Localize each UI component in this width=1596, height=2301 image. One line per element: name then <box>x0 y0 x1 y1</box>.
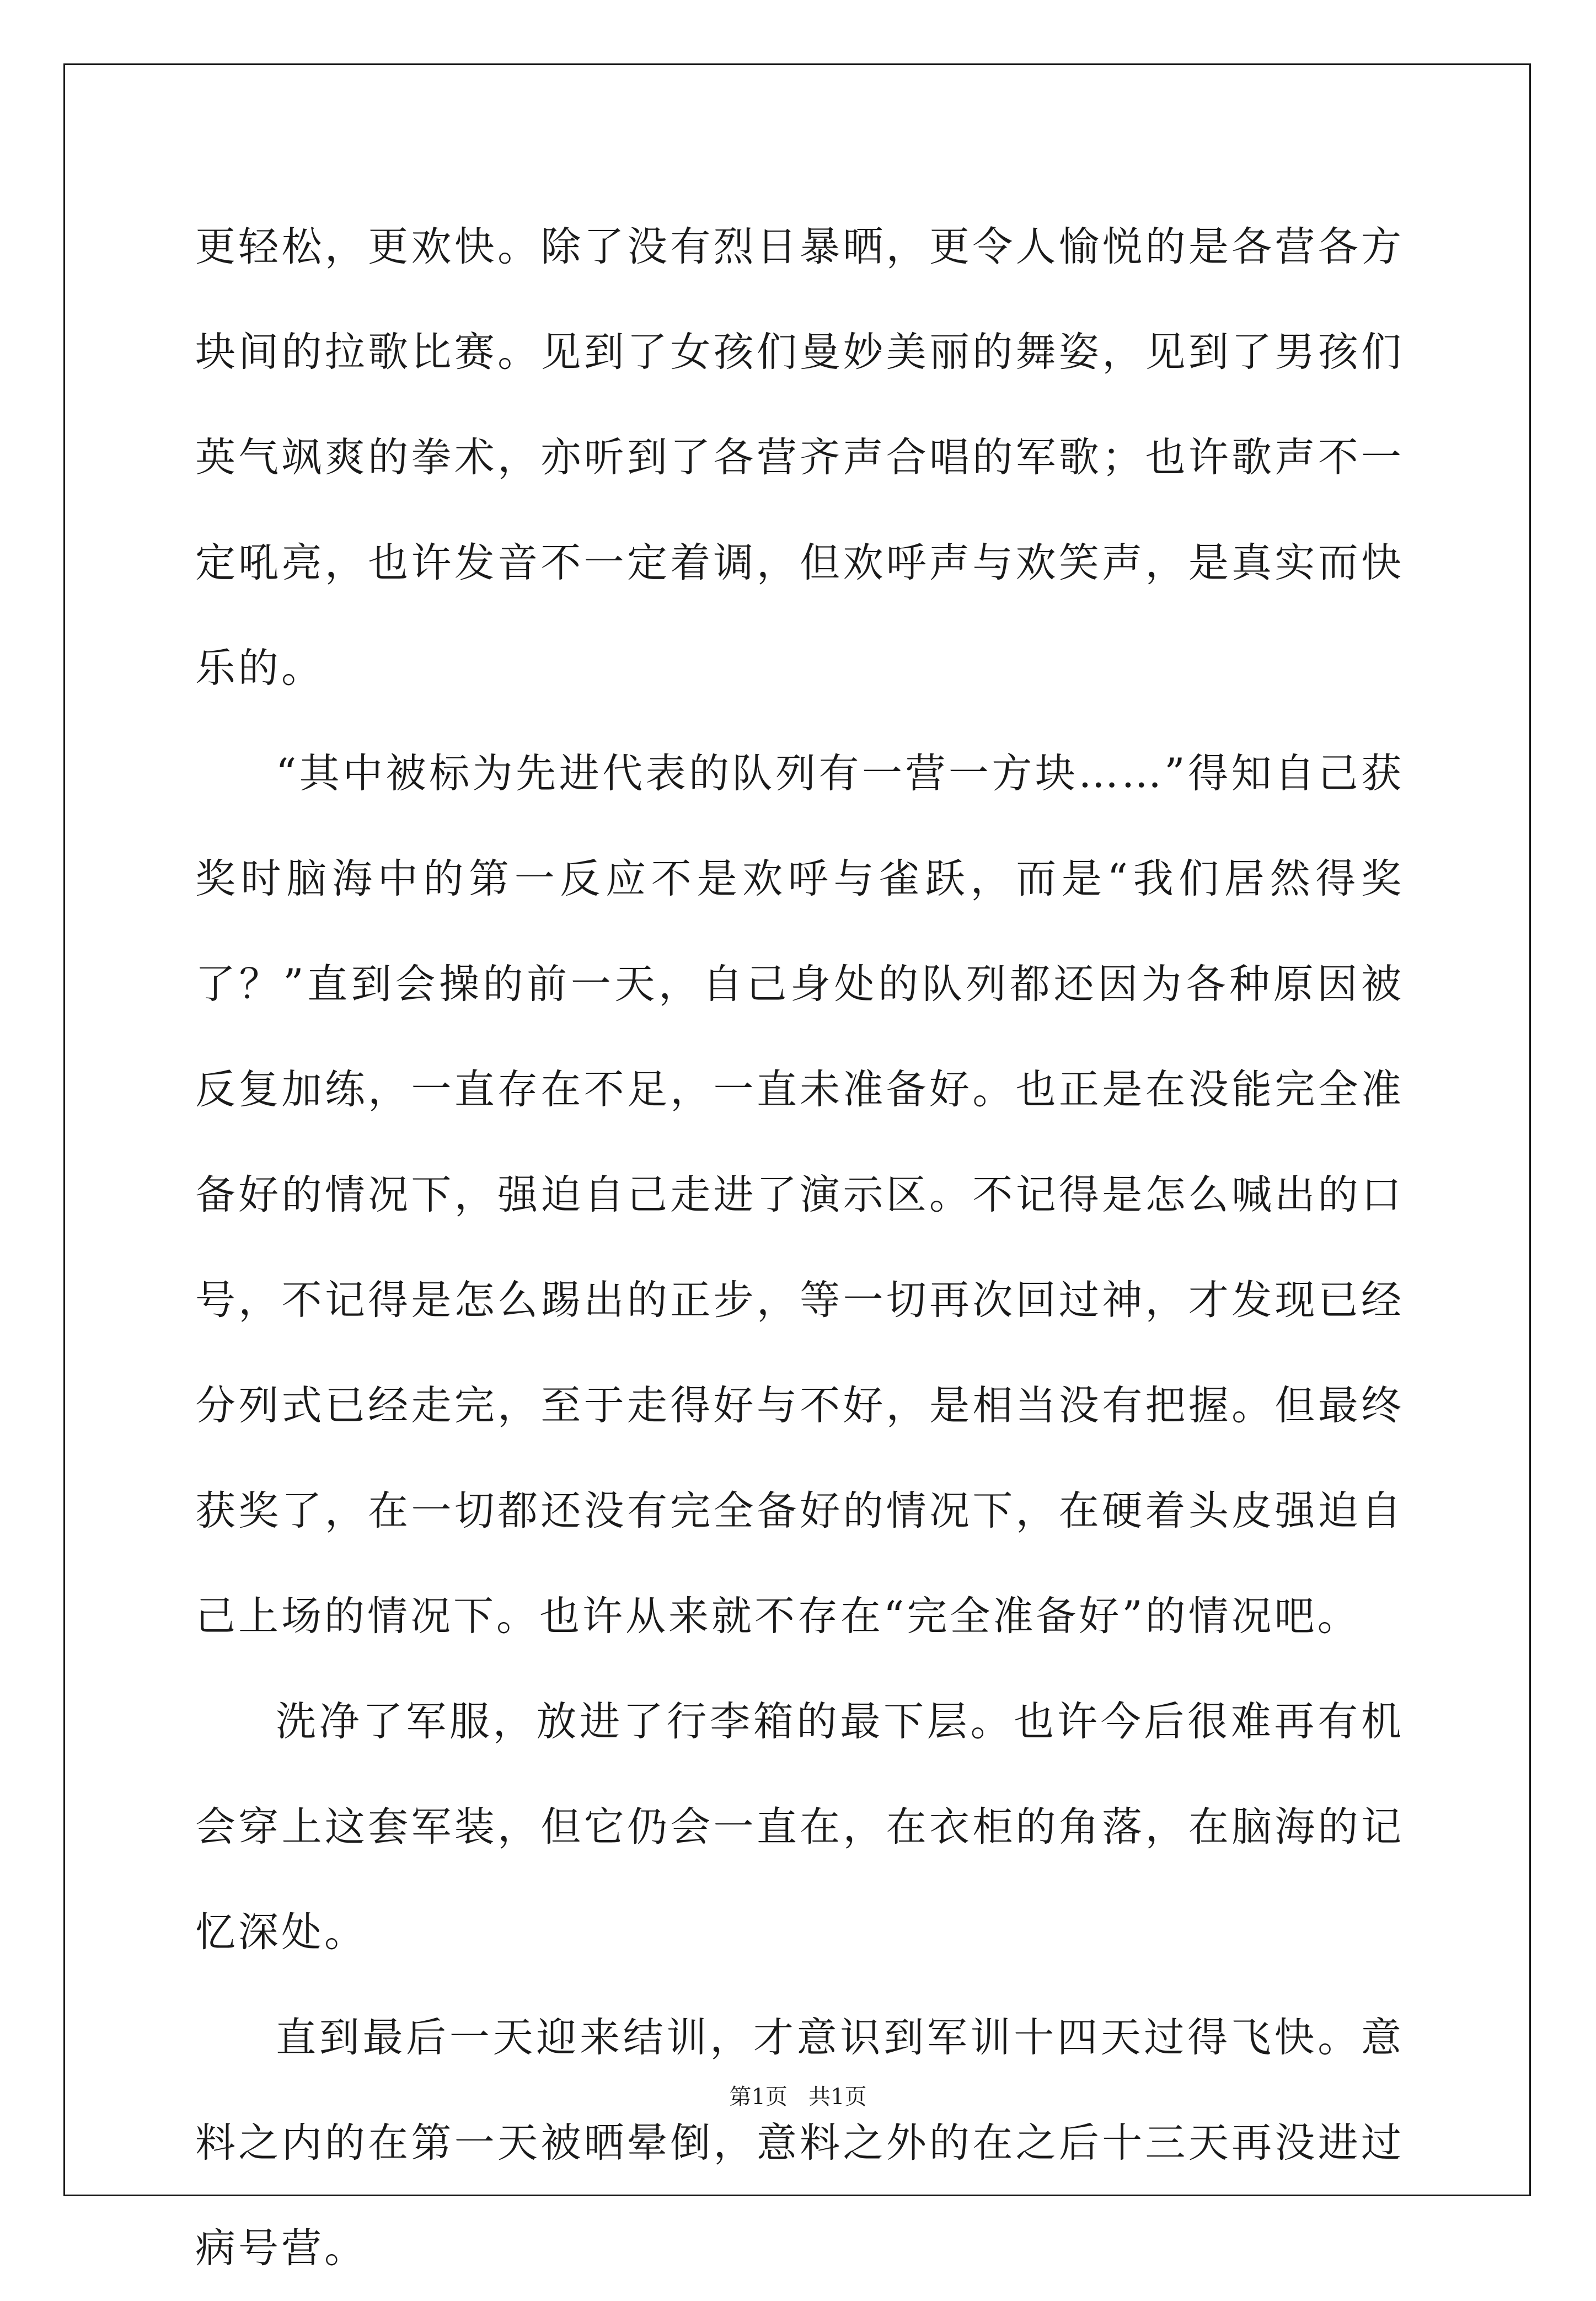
page-footer: 第1页 共1页 <box>729 2084 867 2110</box>
paragraph-2: “其中被标为先进代表的队列有一营一方块……”得知自己获奖时脑海中的第一反应不是欢呼与雀跃，而是“我们居然得奖了？”直到会操的前一天，自己身处的队列都还因为各种原因被反复加练，一直存在不足，一直未准备好。也正是在没能完全准备好的情况下，强迫自己走进了演示区。不记得是怎么喊出的口号，不记得是怎么踢出的正步，等一切再次回过神，才发现已经分列式已经走完，至于走得好与不好，是相当没有把握。但最终获奖了，在一切都还没有完全备好的情况下，在硬着头皮强迫自己上场的情况下。也许从来就不存在“完全准备好”的情况吧。 <box>195 750 1404 1640</box>
document-body <box>195 194 1404 2301</box>
paragraph-1: 更轻松，更欢快。除了没有烈日暴晒，更令人愉悦的是各营各方块间的拉歌比赛。见到了女孩们曼妙美丽的舞姿，见到了男孩们英气飒爽的拳术，亦听到了各营齐声合唱的军歌；也许歌声不一定吼亮，也许发音不一定着调，但欢呼声与欢笑声，是真实而快乐的。 <box>195 223 1404 692</box>
paragraph-3: 洗净了军服，放进了行李箱的最下层。也许今后很难再有机会穿上这套军装，但它仍会一直在，在衣柜的角落，在脑海的记忆深处。 <box>195 1698 1404 1956</box>
paragraph-4: 直到最后一天迎来结训，才意识到军训十四天过得飞快。意料之内的在第一天被晒晕倒，意料之外的在之后十三天再没进过病号营。 <box>195 2014 1404 2272</box>
